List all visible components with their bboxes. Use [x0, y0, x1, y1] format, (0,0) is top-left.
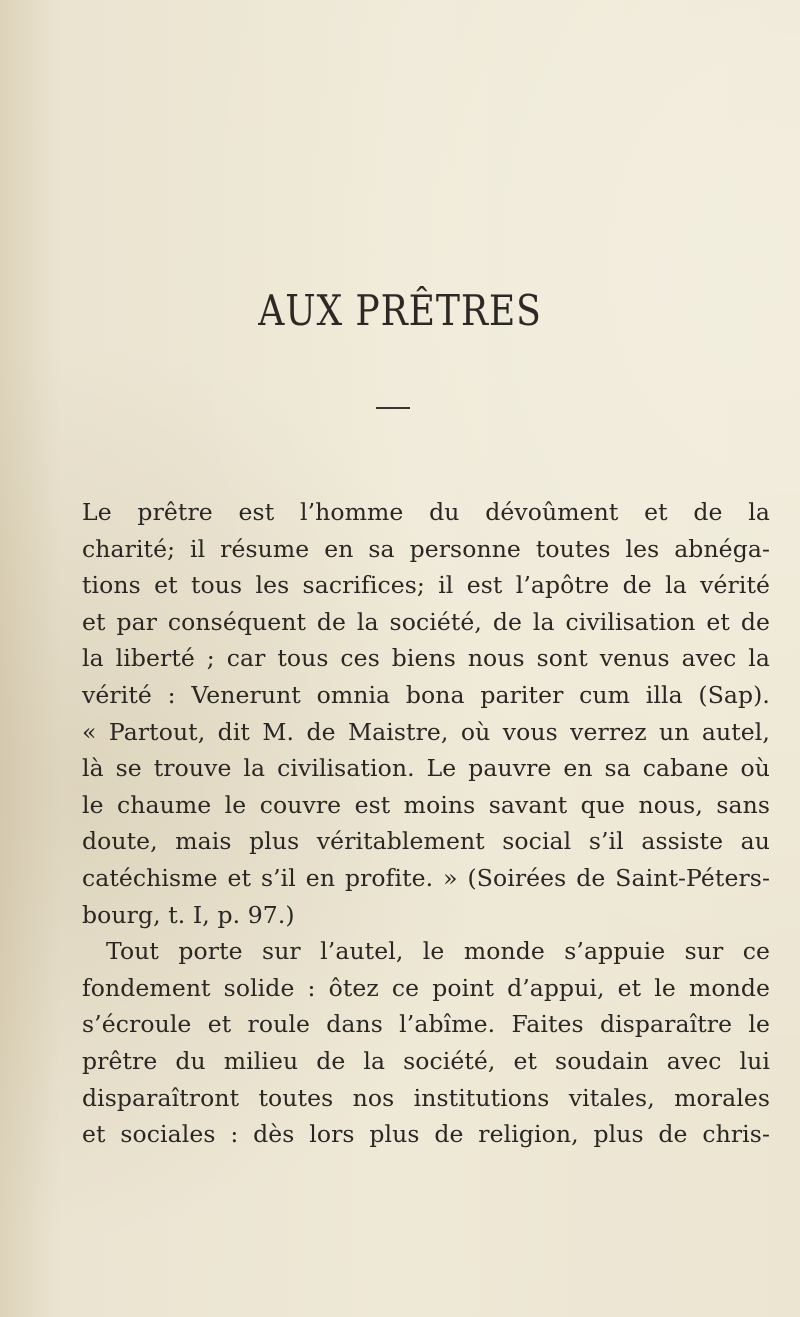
text-line: tions et tous les sacrifices; il est l’apôtre de la vérité — [82, 571, 770, 600]
text-line: prêtre du milieu de la société, et soudain avec lui — [82, 1046, 770, 1075]
text-line: fondement solide : ôtez ce point d’appui, et le monde — [82, 973, 770, 1002]
text-line: charité; il résume en sa personne toutes les abnéga- — [82, 534, 770, 563]
text-line: disparaîtront toutes nos institutions vitales, morales — [82, 1083, 770, 1112]
chapter-title: AUX PRÊTRES — [258, 286, 542, 335]
text-line: la liberté ; car tous ces biens nous sont venus avec la — [82, 644, 770, 673]
text-line: Tout porte sur l’autel, le monde s’appuie sur ce — [106, 937, 770, 966]
body-text — [82, 494, 770, 1153]
text-line: catéchisme et s’il en profite. » (Soirées de Saint-Péters- — [82, 863, 770, 892]
title-divider — [376, 407, 410, 409]
text-line: là se trouve la civilisation. Le pauvre en sa cabane où — [82, 754, 770, 783]
text-line: s’écroule et roule dans l’abîme. Faites disparaître le — [82, 1010, 770, 1039]
text-line: « Partout, dit M. de Maistre, où vous verrez un autel, — [82, 717, 770, 746]
text-line: vérité : Venerunt omnia bona pariter cum illa (Sap). — [82, 680, 770, 709]
text-line: bourg, t. I, p. 97.) — [82, 900, 295, 929]
text-line: et par conséquent de la société, de la civilisation et de — [82, 607, 770, 636]
text-line: Le prêtre est l’homme du dévoûment et de la — [82, 498, 770, 526]
text-line: le chaume le couvre est moins savant que nous, sans — [82, 790, 770, 819]
text-line: et sociales : dès lors plus de religion, plus de chris- — [82, 1120, 770, 1149]
text-line: doute, mais plus véritablement social s’il assiste au — [82, 827, 770, 856]
